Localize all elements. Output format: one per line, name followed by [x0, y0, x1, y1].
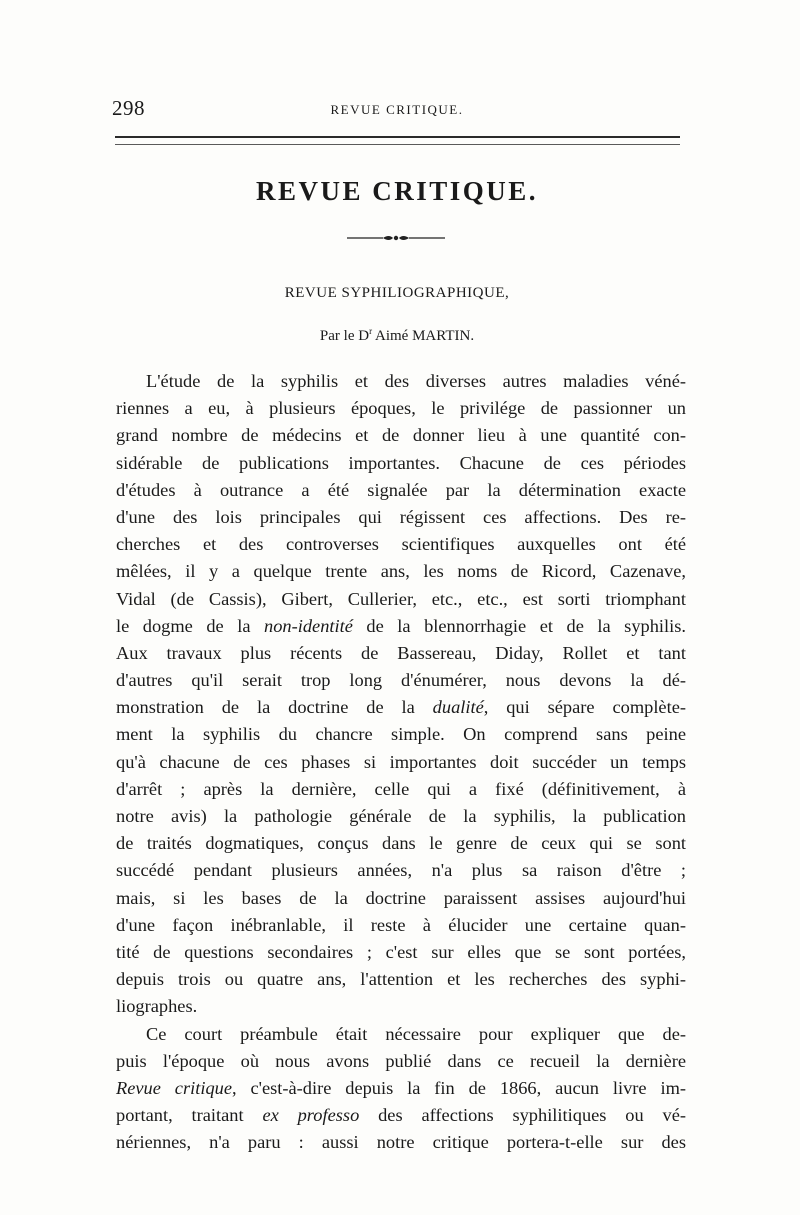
- text-line: nériennes, n'a paru : aussi notre critique portera-t-elle sur des: [116, 1132, 686, 1153]
- text-line: L'étude de la syphilis et des diverses autres maladies véné-: [146, 371, 686, 391]
- text-line: d'autres qu'il serait trop long d'énumérer, nous devons la dé-: [116, 670, 686, 691]
- text-line: d'une façon inébranlable, il reste à élucider une certaine quan-: [116, 914, 686, 935]
- text-line: notre avis) la pathologie générale de la syphilis, la publication: [116, 806, 686, 826]
- text-line: tité de questions secondaires ; c'est sur elles que se sont portées,: [116, 941, 686, 962]
- header-rule: [115, 136, 680, 145]
- section-title: REVUE SYPHILIOGRAPHIQUE,: [284, 285, 510, 301]
- italic-term: dualité: [432, 697, 484, 718]
- text-line: puis l'époque où nous avons publié dans ce recueil la dernière: [116, 1050, 686, 1071]
- text-line: qu'à chacune de ces phases si importantes doit succéder un temps: [116, 751, 686, 772]
- text-line: Revue critique, c'est-à-dire depuis la fin de 1866, aucun livre im-: [116, 1077, 686, 1098]
- text-line: de traités dogmatiques, conçus dans le genre de ceux qui se sont: [116, 833, 686, 854]
- italic-term: ex professo: [262, 1105, 360, 1126]
- text-line: depuis trois ou quatre ans, l'attention et les recherches des syphi-: [116, 969, 686, 990]
- text-line: ment la syphilis du chancre simple. On comprend sans peine: [116, 724, 686, 745]
- italic-term: Revue critique: [116, 1077, 232, 1098]
- ornament-divider: [345, 232, 447, 244]
- text-line: mêlées, il y a quelque trente ans, les noms de Ricord, Cazenave,: [116, 561, 686, 582]
- text-line: cherches et des controverses scientifiques auxquelles ont été: [116, 534, 686, 555]
- text-line: grand nombre de médecins et de donner lieu à une quantité con-: [116, 425, 686, 446]
- text-line: monstration de la doctrine de la dualité, qui sépare complète-: [116, 697, 686, 718]
- italic-term: non-identité: [264, 615, 353, 636]
- text-line: Ce court préambule était nécessaire pour expliquer que de-: [146, 1023, 686, 1044]
- byline-sup: r: [369, 326, 373, 336]
- text-line: Vidal (de Cassis), Gibert, Cullerier, etc., etc., est sorti triomphant: [116, 588, 686, 609]
- text-line: portant, traitant ex professo des affections syphilitiques ou vé-: [116, 1105, 686, 1126]
- byline-prefix: Par le D: [319, 328, 370, 344]
- text-line: mais, si les bases de la doctrine paraissent assises aujourd'hui: [116, 887, 686, 908]
- text-line: d'arrêt ; après la dernière, celle qui a fixé (définitivement, à: [116, 778, 686, 799]
- text-line: d'études à outrance a été signalée par la détermination exacte: [116, 479, 686, 500]
- chapter-title: REVUE CRITIQUE.: [255, 176, 539, 206]
- byline-author: Aimé MARTIN.: [375, 328, 475, 344]
- running-head: [112, 96, 682, 126]
- text-line: riennes a eu, à plusieurs époques, le privilége de passionner un: [116, 398, 686, 419]
- running-title: REVUE CRITIQUE.: [330, 102, 464, 117]
- body-text: [116, 368, 686, 1156]
- text-line: succédé pendant plusieurs années, n'a plus sa raison d'être ;: [116, 860, 686, 881]
- page-number: 298: [112, 96, 145, 120]
- text-line: sidérable de publications importantes. Chacune de ces périodes: [116, 452, 686, 473]
- text-line: d'une des lois principales qui régissent ces affections. Des re-: [116, 506, 686, 527]
- author-byline: [112, 326, 682, 345]
- text-line: liographes.: [116, 996, 198, 1017]
- text-line: Aux travaux plus récents de Bassereau, Diday, Rollet et tant: [116, 642, 686, 663]
- text-line: le dogme de la non-identité de la blennorrhagie et de la syphilis.: [116, 615, 686, 636]
